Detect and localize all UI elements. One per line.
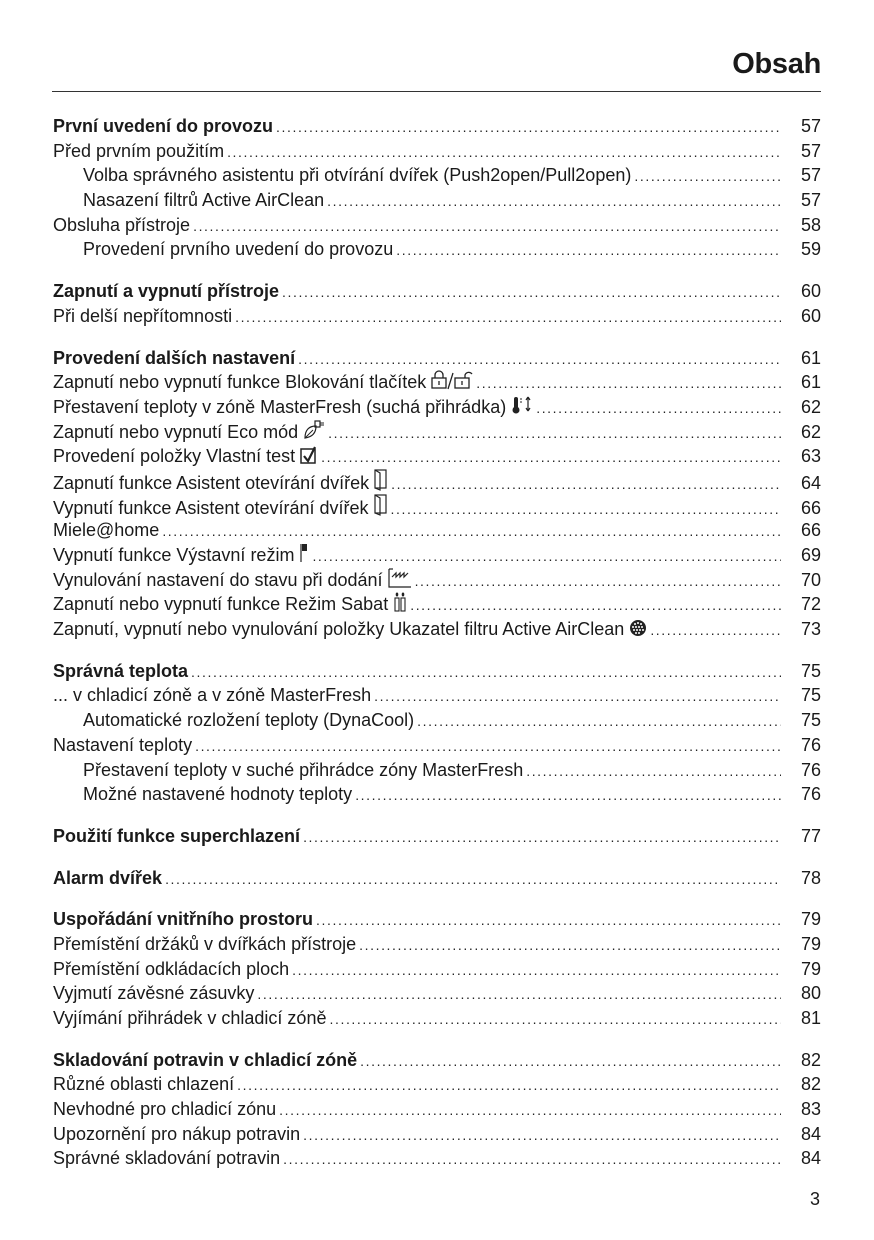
toc-entry-text: Miele@home [53,520,160,541]
toc-entry-text: Provedení položky Vlastní test [53,446,296,467]
toc-entry[interactable] [53,568,821,593]
toc-page-number: 57 [800,140,821,161]
toc-entry-label [83,237,393,262]
toc-entry[interactable] [53,213,821,238]
toc-entry[interactable] [53,733,821,758]
toc-entry[interactable] [53,1146,821,1171]
dot-leader [193,214,781,239]
toc-entry[interactable] [53,494,821,519]
toc-entry[interactable] [53,1006,821,1031]
dot-leader [227,140,781,165]
dot-leader [417,709,781,734]
toc-entry-label [53,1072,234,1097]
toc-entry-label [53,1048,357,1073]
toc-section [53,346,821,642]
toc-entry-label [53,592,407,619]
toc-entry-label [53,659,188,684]
toc-page-number: 61 [800,347,821,368]
toc-entry-text: Při delší nepřítomnosti [53,305,233,326]
dot-leader [329,1007,781,1032]
dot-leader [257,982,781,1007]
toc-entry-text: Zapnutí funkce Asistent otevírání dvířek [53,472,370,493]
dot-leader [312,544,781,569]
toc-entry-text: Možné nastavené hodnoty teploty [83,784,353,805]
toc-page-number: 58 [800,214,821,235]
door-icon [374,494,388,523]
dot-leader [360,1049,781,1074]
toc-page-number: 76 [800,759,821,780]
dot-leader [298,347,781,372]
toc-page-number: 79 [800,933,821,954]
toc-entry-text: Vyjmutí závěsné zásuvky [53,983,255,1004]
toc-entry-text: Alarm dvířek [53,867,163,888]
toc-page-number: 72 [800,594,821,615]
toc-entry-label [83,782,352,807]
dot-leader [303,1123,781,1148]
toc-entry-text: Různé oblasti chlazení [53,1074,235,1095]
toc-entry-label [53,279,279,304]
toc-chapter-entry[interactable] [53,659,821,684]
toc-chapter-entry[interactable] [53,279,821,304]
toc-page-number: 64 [800,472,821,493]
dot-leader [391,497,781,522]
toc-page-number: 66 [800,497,821,518]
dot-leader [355,783,781,808]
toc-entry-label [53,1097,276,1122]
toc-entry-label [53,683,371,708]
toc-entry-label [53,957,289,982]
toc-entry[interactable] [53,444,821,469]
toc-entry-text: Přestavení teploty v zóně MasterFresh (suchá přihrádka) [53,396,507,417]
toc-entry-label [53,568,412,595]
toc-entry[interactable] [53,708,821,733]
toc-section [53,114,821,262]
toc-entry[interactable] [53,932,821,957]
toc-entry[interactable] [53,683,821,708]
toc-page-number: 75 [800,660,821,681]
toc-page-number: 63 [800,446,821,467]
toc-page-number: 60 [800,281,821,302]
page-number: 3 [809,1189,820,1209]
dot-leader [327,189,781,214]
toc-chapter-entry[interactable] [53,114,821,139]
toc-entry-label [53,733,192,758]
toc-entry-text: Nevhodné pro chladicí zónu [53,1099,277,1120]
dot-leader [191,660,781,685]
toc-entry[interactable] [53,543,821,568]
toc-chapter-entry[interactable] [53,866,821,891]
toc-page-number: 73 [800,619,821,640]
toc-entry-text: Zapnutí nebo vypnutí Eco mód [53,421,299,442]
toc-page-number: 75 [800,710,821,731]
toc-section [53,824,821,849]
toc-entry[interactable] [53,957,821,982]
toc-entry-label [83,188,324,213]
toc-entry[interactable] [53,981,821,1006]
toc-entry[interactable] [53,758,821,783]
toc-page-number: 69 [800,545,821,565]
toc-entry-label [53,518,159,543]
toc-entry-text: Upozornění pro nákup potravin [53,1123,301,1144]
toc-entry[interactable] [53,139,821,164]
toc-entry[interactable] [53,163,821,188]
toc-entry-label [53,907,313,932]
toc-entry-text: Před prvním použitím [53,140,225,161]
toc-entry-text: Provedení dalších nastavení [53,347,296,368]
toc-entry-text: Vyjímání přihrádek v chladicí zóně [53,1008,327,1028]
toc-entry-label [53,213,190,238]
toc-entry-label [53,139,224,164]
dot-leader [634,164,781,189]
dot-leader [162,519,781,544]
factory-icon [388,568,412,595]
toc-entry-text: ... v chladicí zóně a v zóně MasterFresh [53,685,372,706]
toc-page-number: 61 [800,372,821,393]
toc-section [53,907,821,1030]
toc-entry-label [83,758,523,783]
dot-leader [415,569,781,594]
toc-entry-text: Zapnutí nebo vypnutí funkce Blokování tlačítek [53,372,427,393]
dot-leader [650,618,781,643]
table-of-contents [53,114,821,1188]
toc-entry-label [53,543,309,570]
toc-entry-text: Zapnutí a vypnutí přístroje [53,281,280,302]
toc-entry[interactable] [53,420,821,445]
toc-entry-label [53,420,325,447]
toc-page-number: 83 [800,1099,821,1120]
toc-entry-text: Skladování potravin v chladicí zóně [53,1049,358,1070]
toc-entry-text: Přemístění držáků v dvířkách přístroje [53,933,357,954]
toc-chapter-entry[interactable] [53,907,821,932]
toc-page-number: 81 [800,1008,821,1028]
toc-entry-label [53,1006,326,1031]
toc-chapter-entry[interactable] [53,824,821,849]
toc-entry-text: Vynulování nastavení do stavu při dodání [53,569,383,590]
toc-entry[interactable] [53,188,821,213]
dot-leader [396,238,781,263]
toc-entry-text: Provedení prvního uvedení do provozu [83,239,394,260]
toc-entry-label [53,932,356,957]
toc-entry-text: První uvedení do provozu [53,116,274,136]
toc-entry-label [53,1146,280,1171]
dot-leader [359,933,781,958]
toc-entry-label [53,1122,300,1147]
dot-leader [195,734,781,759]
toc-page-number: 80 [800,983,821,1004]
dot-leader [374,684,781,709]
toc-entry-text: Použití funkce superchlazení [53,825,301,846]
dot-leader [316,908,781,933]
dot-leader [476,371,781,396]
toc-entry[interactable] [53,1097,821,1122]
toc-entry-text: Volba správného asistentu při otvírání dvířek (Push2open/Pull2open) [83,165,632,186]
filter-globe-icon [629,619,647,644]
toc-entry-text: Vypnutí funkce Asistent otevírání dvířek [53,497,369,518]
toc-section [53,866,821,891]
toc-page-number: 57 [800,190,821,211]
toc-entry-text: Správná teplota [53,660,189,681]
toc-entry-label [53,824,300,849]
toc-entry[interactable] [53,395,821,420]
toc-page-number: 59 [800,239,821,260]
toc-page-number: 84 [800,1148,821,1169]
toc-page-number: 76 [800,734,821,755]
toc-entry-label [83,708,414,733]
toc-entry-text: Automatické rozložení teploty (DynaCool) [83,710,415,731]
toc-entry[interactable] [53,518,821,543]
toc-entry-text: Zapnutí, vypnutí nebo vynulování položky Ukazatel filtru Active AirClean [53,619,625,640]
toc-entry[interactable] [53,592,821,617]
toc-page-number: 62 [800,396,821,417]
toc-entry-text: Vypnutí funkce Výstavní režim [53,545,295,565]
toc-entry-label [53,346,295,371]
toc-entry-text: Přestavení teploty v suché přihrádce zóny MasterFresh [83,759,524,780]
toc-entry-text: Obsluha přístroje [53,214,191,235]
toc-page-number: 82 [800,1074,821,1095]
dot-leader [410,593,781,618]
toc-entry[interactable] [53,782,821,807]
page-title: Obsah [732,48,821,80]
toc-entry[interactable] [53,1122,821,1147]
lock-unlock-icon [431,370,473,397]
title-divider [52,91,821,92]
toc-page-number: 57 [800,165,821,186]
dot-leader [165,867,781,892]
toc-entry-label [53,981,254,1006]
dot-leader [391,472,781,497]
toc-page-number: 76 [800,784,821,805]
dot-leader [283,1147,781,1172]
toc-entry-label [53,617,647,644]
toc-entry-text: Nasazení filtrů Active AirClean [83,190,325,211]
toc-entry-text: Správné skladování potravin [53,1148,281,1169]
toc-entry[interactable] [53,469,821,494]
toc-entry-label [53,304,232,329]
toc-entry-label [53,370,473,397]
dot-leader [536,396,781,421]
toc-page-number: 70 [800,569,821,590]
toc-entry-text: Uspořádání vnitřního prostoru [53,909,314,930]
toc-chapter-entry[interactable] [53,346,821,371]
toc-page-number: 75 [800,685,821,706]
toc-page-number: 77 [800,825,821,846]
toc-entry-label [53,114,273,139]
toc-page-number: 79 [800,909,821,930]
toc-entry[interactable] [53,1072,821,1097]
toc-entry[interactable] [53,370,821,395]
sabbath-candles-icon [393,592,407,619]
dot-leader [321,445,781,470]
toc-page-number: 79 [800,958,821,979]
toc-chapter-entry[interactable] [53,1048,821,1073]
toc-page-number: 57 [800,116,821,136]
dot-leader [276,115,781,140]
dot-leader [328,421,781,446]
toc-entry[interactable] [53,304,821,329]
dot-leader [282,280,781,305]
showroom-flag-icon [299,543,309,570]
toc-page-number: 82 [800,1049,821,1070]
eco-leaf-plug-icon [303,420,325,447]
dot-leader [292,958,781,983]
toc-entry-text: Nastavení teploty [53,734,193,755]
dot-leader [237,1073,781,1098]
toc-page-number: 78 [800,867,821,888]
toc-entry-text: Přemístění odkládacích ploch [53,958,290,979]
dot-leader [303,825,781,850]
dot-leader [526,759,781,784]
toc-entry-text: Zapnutí nebo vypnutí funkce Režim Sabat [53,594,389,615]
toc-page-number: 66 [800,520,821,541]
toc-entry[interactable] [53,617,821,642]
toc-page-number: 84 [800,1123,821,1144]
toc-entry-label [53,866,162,891]
dot-leader [279,1098,781,1123]
toc-entry-label [53,395,533,422]
dot-leader [235,305,781,330]
checkbox-icon [300,446,318,471]
toc-page-number: 62 [800,421,821,442]
toc-entry-label [83,163,631,188]
toc-entry[interactable] [53,237,821,262]
toc-section [53,1048,821,1171]
toc-section [53,279,821,328]
toc-section [53,659,821,807]
toc-page-number: 60 [800,305,821,326]
toc-entry-label [53,444,318,471]
thermometer-arrows-icon [511,395,533,422]
